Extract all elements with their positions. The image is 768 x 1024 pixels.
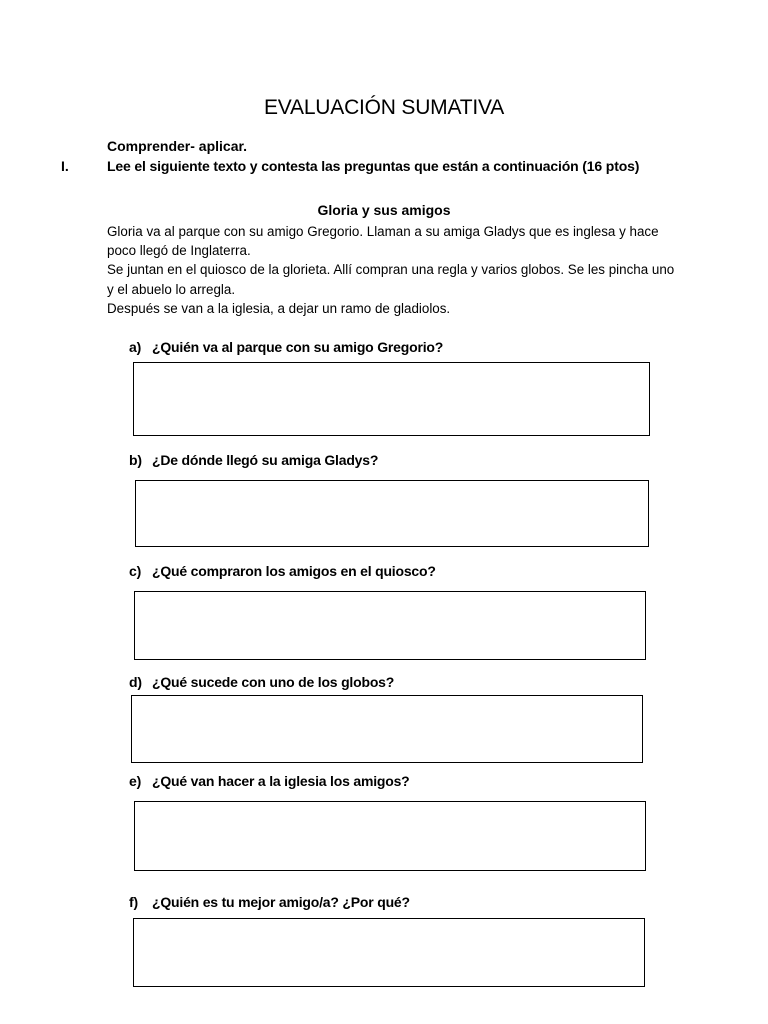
story-text <box>107 222 677 318</box>
question-text: ¿Quién es tu mejor amigo/a? ¿Por qué? <box>152 894 410 910</box>
story-paragraph: Gloria va al parque con su amigo Gregorio. Llaman a su amiga Gladys que es inglesa y hace poco llegó de Inglaterra. <box>107 224 659 259</box>
question-c <box>129 562 436 580</box>
story-paragraph: Se juntan en el quiosco de la glorieta. Allí compran una regla y varios globos. Se les pincha uno y el abuelo lo arregla. <box>107 262 675 297</box>
question-f <box>129 893 410 911</box>
story-paragraph: Después se van a la iglesia, a dejar un ramo de gladiolos. <box>107 300 451 316</box>
question-text: ¿Qué compraron los amigos en el quiosco? <box>152 563 436 579</box>
answer-box-b[interactable] <box>135 480 649 547</box>
story-title: Gloria y sus amigos <box>317 202 451 218</box>
question-letter: f) <box>129 894 138 910</box>
answer-box-e[interactable] <box>134 801 646 871</box>
skill-subtitle: Comprender- aplicar. <box>107 138 248 154</box>
question-d <box>129 673 394 691</box>
answer-box-f[interactable] <box>133 918 645 987</box>
question-letter: e) <box>129 773 142 789</box>
question-letter: d) <box>129 674 142 690</box>
question-a <box>129 338 443 356</box>
question-text: ¿Qué van hacer a la iglesia los amigos? <box>152 773 410 789</box>
question-text: ¿De dónde llegó su amiga Gladys? <box>152 452 379 468</box>
question-letter: b) <box>129 452 142 468</box>
question-text: ¿Quién va al parque con su amigo Gregorio? <box>152 339 444 355</box>
answer-box-d[interactable] <box>131 695 643 763</box>
section-instruction: Lee el siguiente texto y contesta las preguntas que están a continuación (16 ptos) <box>107 158 640 174</box>
question-e <box>129 772 410 790</box>
answer-box-a[interactable] <box>133 362 650 436</box>
answer-box-c[interactable] <box>134 591 646 660</box>
question-letter: c) <box>129 563 142 579</box>
page-title: EVALUACIÓN SUMATIVA <box>263 96 505 119</box>
question-text: ¿Qué sucede con uno de los globos? <box>152 674 395 690</box>
question-letter: a) <box>129 339 142 355</box>
section-numeral: I. <box>61 158 69 174</box>
question-b <box>129 451 378 469</box>
